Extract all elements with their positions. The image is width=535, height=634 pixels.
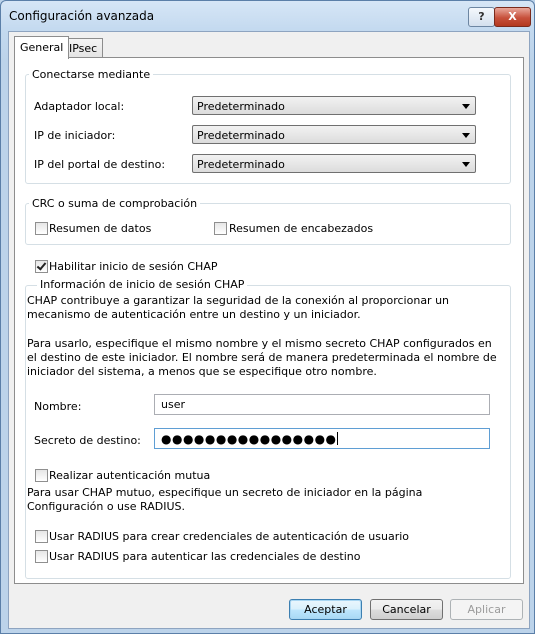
radius-target-label[interactable]: Usar RADIUS para autenticar las credenciales de destino xyxy=(49,550,361,563)
mutual-auth-label[interactable]: Realizar autenticación mutua xyxy=(49,469,211,482)
chevron-down-icon xyxy=(462,133,470,138)
ok-button[interactable]: Aceptar xyxy=(289,599,362,620)
initiator-ip-value: Predeterminado xyxy=(197,129,285,142)
radius-target-checkbox[interactable] xyxy=(35,550,48,563)
general-tab-panel xyxy=(14,57,524,584)
target-secret-value: ●●●●●●●●●●●●●●●● xyxy=(161,432,337,446)
local-adapter-value: Predeterminado xyxy=(197,100,285,113)
mutual-auth-checkbox[interactable] xyxy=(35,469,48,482)
help-button[interactable]: ? xyxy=(468,7,495,27)
name-field[interactable] xyxy=(154,394,490,415)
chap-group-legend: Información de inicio de sesión CHAP xyxy=(37,278,247,291)
target-portal-ip-label: IP del portal de destino: xyxy=(34,158,166,171)
radius-user-checkbox[interactable] xyxy=(35,530,48,543)
target-secret-label: Secreto de destino: xyxy=(34,434,141,447)
header-digest-checkbox[interactable] xyxy=(214,222,227,235)
mutual-auth-note: Para usar CHAP mutuo, especifique un secreto de iniciador en la página Configuración o use RADIUS. xyxy=(27,486,423,513)
connect-group-legend: Conectarse mediante xyxy=(29,68,153,81)
target-portal-ip-select[interactable] xyxy=(192,154,476,173)
data-digest-label[interactable]: Resumen de datos xyxy=(49,222,152,235)
window-title: Configuración avanzada xyxy=(9,9,155,23)
crc-group-legend: CRC o suma de comprobación xyxy=(29,197,200,210)
data-digest-checkbox[interactable] xyxy=(35,222,48,235)
target-portal-ip-value: Predeterminado xyxy=(197,158,285,171)
initiator-ip-select[interactable] xyxy=(192,125,476,144)
target-secret-field[interactable] xyxy=(154,428,490,449)
cancel-button[interactable]: Cancelar xyxy=(370,599,443,620)
dialog-client-area xyxy=(8,31,530,629)
name-value: user xyxy=(161,398,185,411)
tab-general[interactable]: General xyxy=(14,36,69,59)
header-digest-label[interactable]: Resumen de encabezados xyxy=(229,222,374,235)
close-button[interactable]: X xyxy=(494,7,531,27)
local-adapter-select[interactable] xyxy=(192,96,476,115)
initiator-ip-label: IP de iniciador: xyxy=(34,129,116,142)
local-adapter-label: Adaptador local: xyxy=(34,100,125,113)
chap-instructions: Para usarlo, especifique el mismo nombre y el mismo secreto CHAP configurados en el destino de este iniciador. El nombre será de manera predeterminada el nombre de iniciador del sistema, a menos que se especifique otro nombre. xyxy=(27,337,497,378)
chevron-down-icon xyxy=(462,104,470,109)
chevron-down-icon xyxy=(462,162,470,167)
radius-user-label[interactable]: Usar RADIUS para crear credenciales de autenticación de usuario xyxy=(49,530,410,543)
text-caret xyxy=(337,432,338,445)
enable-chap-checkbox[interactable] xyxy=(35,260,48,273)
name-label: Nombre: xyxy=(34,400,82,413)
apply-button[interactable]: Aplicar xyxy=(450,599,523,620)
chap-description: CHAP contribuye a garantizar la seguridad de la conexión al proporcionar un mecanismo de autenticación entre un destino y un iniciador. xyxy=(27,294,450,321)
tab-ipsec[interactable]: IPsec xyxy=(63,38,103,58)
enable-chap-label[interactable]: Habilitar inicio de sesión CHAP xyxy=(49,260,218,273)
title-bar[interactable] xyxy=(1,1,534,31)
